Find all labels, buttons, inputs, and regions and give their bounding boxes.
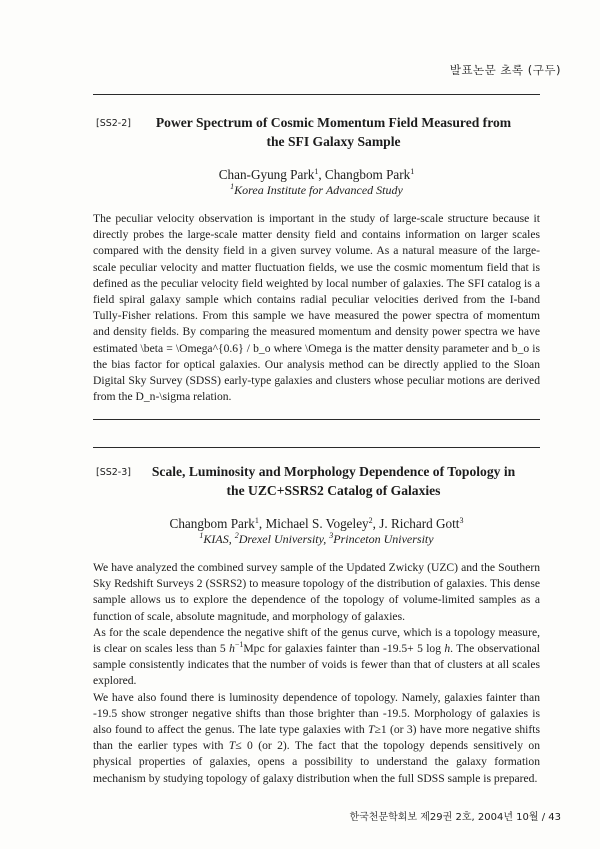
text-run: 0 (or 2). The fact that the topology depends sensitively on physical properties of galaxies, opens a possibility to understand the galaxy formation mechanism by studying topology of galaxy distribution when the full SDSS sample is prepared. — [93, 739, 541, 785]
page-footer: 한국천문학회보 제29권 2호, 2004년 10월 / 43 — [349, 812, 561, 823]
title-line-2: the SFI Galaxy Sample — [266, 134, 401, 149]
affil-mark: 1 — [230, 182, 235, 191]
abstract-title — [93, 462, 540, 500]
affiliation: KIAS, — [203, 532, 235, 546]
math-symbol: T≤ — [228, 739, 242, 753]
abstract-code: [SS2-2] — [96, 118, 131, 129]
text-run: . The observational sample consistently indicates that the number of voids is fewer than that of clusters at all scales explored. — [93, 642, 541, 688]
affiliation: Princeton University — [333, 532, 434, 546]
text-run: We have also found there is luminosity dependence of topology. Namely, galaxies fainter than -19.5 show stronger negative shifts than those brighter than -19.5. Morphology of galaxies is also found to affect the genus. The late type galaxies with — [93, 690, 540, 737]
math-symbol: h — [229, 642, 235, 656]
body-paragraph: We have analyzed the combined survey sample of the Updated Zwicky (UZC) and the Southern Sky Redshift Surveys 2 (SSRS2) to measure topology of the distribution of galaxies. This dense sample allows us to explore the dependence of the topology of volume-limited samples as a function of scale, absolute magnitude, and morphology of galaxies. — [93, 561, 540, 623]
body-paragraph — [93, 625, 540, 690]
author-name: Michael S. Vogeley — [265, 516, 369, 531]
author-affil-mark: 1 — [314, 167, 319, 176]
author-name: Chan-Gyung Park — [218, 167, 315, 182]
affiliation-list — [93, 532, 540, 547]
text-run: Mpc for galaxies fainter than -19.5+ 5 log — [243, 642, 445, 656]
abstract-ss2-3 — [93, 462, 540, 787]
title-line-2: the UZC+SSRS2 Catalog of Galaxies — [226, 483, 441, 498]
abstract-body — [93, 560, 540, 787]
affil-mark: 1 — [199, 531, 204, 540]
author-separator: , — [372, 516, 380, 531]
author-separator: , — [258, 516, 266, 531]
affil-mark: 3 — [329, 531, 334, 540]
author-affil-mark: 2 — [368, 516, 373, 525]
author-list — [93, 516, 540, 532]
abstract-title — [93, 113, 540, 151]
author-name: J. Richard Gott — [379, 516, 460, 531]
divider-rule — [93, 419, 540, 420]
top-rule — [93, 94, 540, 95]
title-line-1: Power Spectrum of Cosmic Momentum Field Measured from — [155, 115, 512, 130]
author-affil-mark: 1 — [410, 167, 415, 176]
affiliation-list — [93, 183, 540, 198]
abstract-code: [SS2-3] — [96, 467, 131, 478]
math-symbol: h — [444, 642, 451, 656]
affiliation: Drexel University, — [238, 532, 330, 546]
divider-rule — [93, 447, 540, 448]
text-run: 1 (or 3) have more negative shifts than the earlier types with — [93, 723, 540, 753]
author-affil-mark: 1 — [254, 516, 259, 525]
body-paragraph — [93, 690, 540, 787]
abstract-body — [93, 211, 540, 405]
author-name: Changbom Park — [324, 167, 411, 182]
author-name: Changbom Park — [169, 516, 255, 531]
section-header-label: 발표논문 초록 (구두) — [449, 63, 561, 77]
text-run: As for the scale dependence the negative shift of the genus curve, which is a topology measure, is clear on scales less than 5 — [93, 625, 540, 656]
author-separator: , — [318, 167, 325, 182]
body-paragraph: The peculiar velocity observation is important in the study of large-scale structure because it directly probes the large-scale matter density field and contains information on larger scales compared with the density field in a given survey volume. As a natural measure of the large-scale peculiar velocity and matter fluctuation fields, we use the cosmic momentum field that is defined as the peculiar velocity field weighted by local number of galaxies. The SFI catalog is a field spiral galaxy sample which contains radial peculiar velocities derived from the I-band Tully-Fisher relations. From this sample we have measured the power spectra of momentum and density fields. By comparing the measured momentum and density power spectra we have estimated \beta = \Omega^{0.6} / b_o where \Omega is the matter density parameter and b_o is the bias factor for optical galaxies. Our analysis method can be directly applied to the Sloan Digital Sky Survey (SDSS) early-type galaxies and clusters whose peculiar motions are derived from the D_n-\sigma relation. — [93, 212, 540, 404]
abstract-ss2-2 — [93, 113, 540, 405]
title-line-1: Scale, Luminosity and Morphology Dependence of Topology in — [151, 464, 516, 479]
math-symbol: T≥ — [368, 723, 381, 737]
affiliation: Korea Institute for Advanced Study — [234, 183, 403, 197]
math-exponent: −1 — [234, 640, 244, 650]
author-list — [93, 167, 540, 183]
author-affil-mark: 3 — [459, 516, 464, 525]
affil-mark: 2 — [234, 531, 239, 540]
